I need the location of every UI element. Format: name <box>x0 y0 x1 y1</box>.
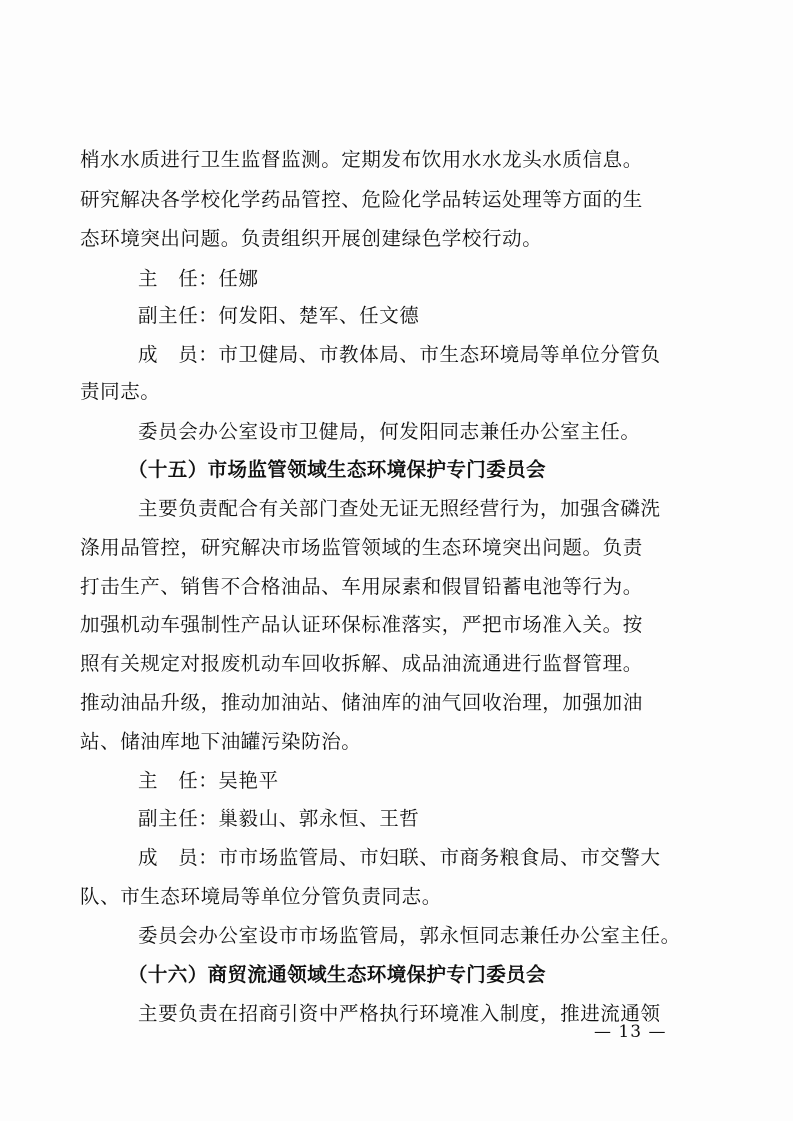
members-line: 成 员：市卫健局、市教体局、市生态环境局等单位分管负 <box>138 343 661 366</box>
body-text-line: 态环境突出问题。负责组织开展创建绿色学校行动。 <box>80 227 543 250</box>
director-line: 主 任：吴艳平 <box>138 769 279 792</box>
body-text-line: 推动油品升级，推动加油站、储油库的油气回收治理，加强加油 <box>80 691 643 714</box>
body-text-line: 研究解决各学校化学药品管控、危险化学品转运处理等方面的生 <box>80 188 643 211</box>
body-text-line: 主要负责在招商引资中严格执行环境准入制度，推进流通领 <box>138 1002 661 1025</box>
members-line: 成 员：市市场监管局、市妇联、市商务粮食局、市交警大 <box>138 846 661 869</box>
body-text-line: 主要负责配合有关部门查处无证无照经营行为，加强含磷洗 <box>138 497 661 520</box>
section-heading: （十五）市场监管领域生态环境保护专门委员会 <box>128 458 546 481</box>
body-text-line: 照有关规定对报废机动车回收拆解、成品油流通进行监督管理。 <box>80 652 643 675</box>
body-text-line: 加强机动车强制性产品认证环保标准落实，严把市场准入关。按 <box>80 613 643 636</box>
body-text-line: 打击生产、销售不合格油品、车用尿素和假冒铅蓄电池等行为。 <box>80 575 643 598</box>
deputy-director-line: 副主任：何发阳、楚军、任文德 <box>138 304 420 327</box>
body-text-line: 梢水水质进行卫生监督监测。定期发布饮用水水龙头水质信息。 <box>80 148 643 171</box>
office-line: 委员会办公室设市卫健局，何发阳同志兼任办公室主任。 <box>138 420 641 443</box>
body-text-line: 站、储油库地下油罐污染防治。 <box>80 730 362 753</box>
section-heading: （十六）商贸流通领域生态环境保护专门委员会 <box>128 963 546 986</box>
page-number: — 13 — <box>594 1022 667 1042</box>
body-text-line: 涤用品管控，研究解决市场监管领域的生态环境突出问题。负责 <box>80 536 643 559</box>
body-text-line: 责同志。 <box>80 380 161 403</box>
office-line: 委员会办公室设市市场监管局，郭永恒同志兼任办公室主任。 <box>138 924 681 947</box>
deputy-director-line: 副主任：巢毅山、郭永恒、王哲 <box>138 807 420 830</box>
director-line: 主 任：任娜 <box>138 267 259 290</box>
body-text-line: 队、市生态环境局等单位分管负责同志。 <box>80 885 442 908</box>
